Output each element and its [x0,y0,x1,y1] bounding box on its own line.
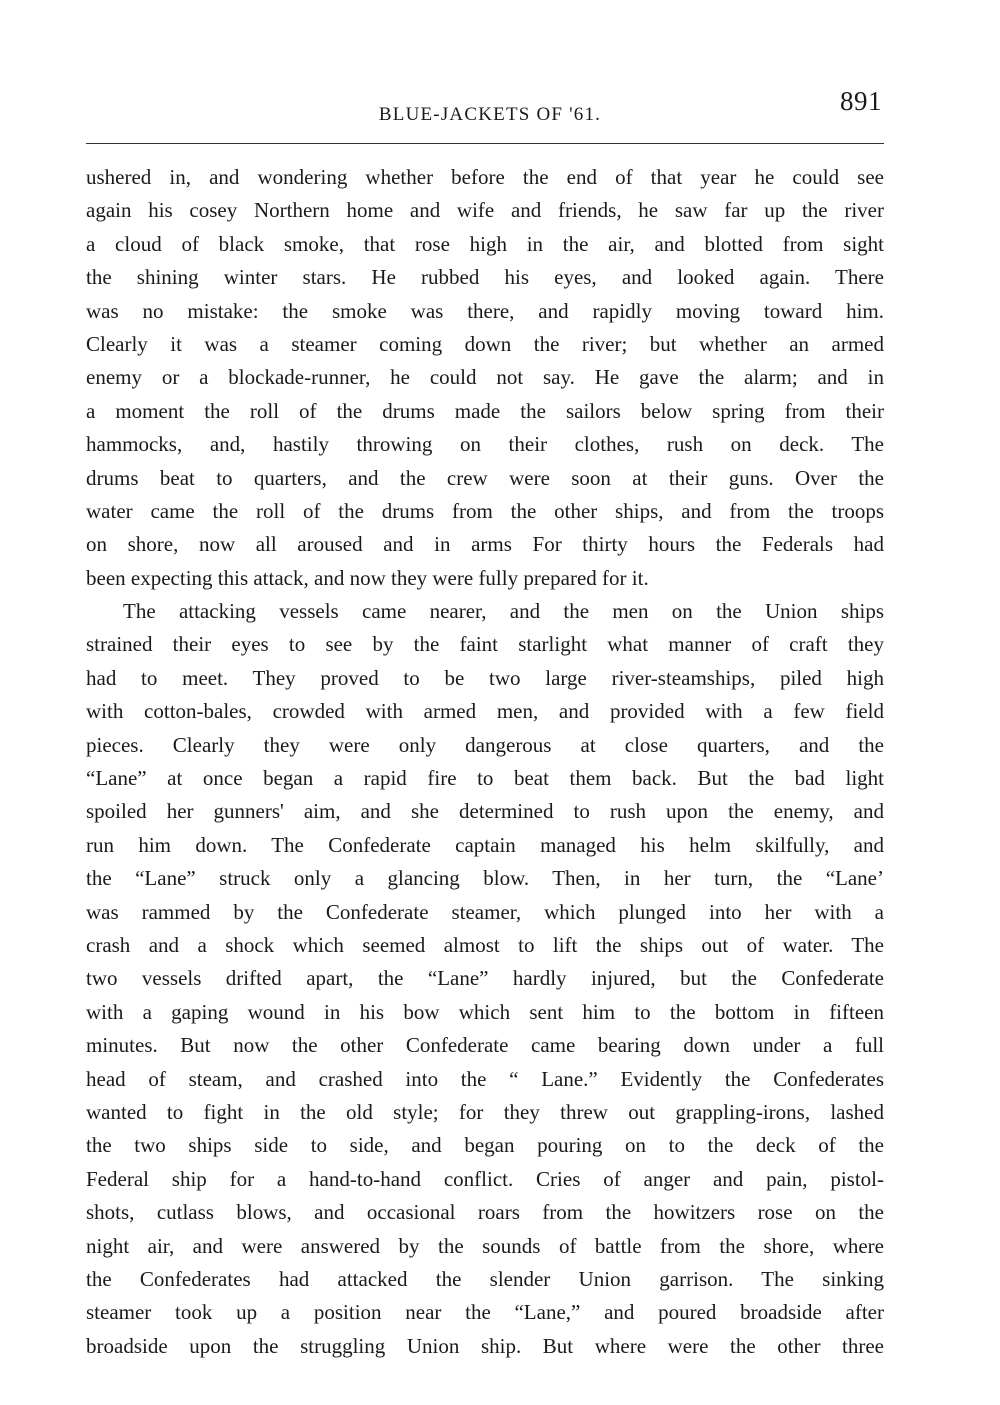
running-head [0,86,1000,140]
text-line: water came the roll of the drums from the other ships, and from the troops [86,498,884,523]
text-line: two vessels drifted apart, the “Lane” hardly injured, but the Confederate [86,966,884,991]
header-rule [86,143,884,144]
text-line: with cotton-bales, crowded with armed men, and provided with a few field [86,699,884,724]
text-line: head of steam, and crashed into the “ Lane.” Evidently the Confederates [86,1066,884,1091]
text-line: pieces. Clearly they were only dangerous at close quarters, and the [86,732,884,757]
text-line: the two ships side to side, and began pouring on to the deck of the [86,1133,884,1158]
text-line: Clearly it was a steamer coming down the river; but whether an armed [86,331,884,356]
text-line: a moment the roll of the drums made the sailors below spring from their [86,398,884,423]
running-title: BLUE-JACKETS OF '61. [378,104,602,125]
text-line-paragraph-end: been expecting this attack, and now they were fully prepared for it. [86,565,649,590]
text-line: broadside upon the struggling Union ship. But where were the other three [86,1333,884,1358]
text-line: minutes. But now the other Confederate came bearing down under a full [86,1033,884,1058]
text-line: steamer took up a position near the “Lane,” and poured broadside after [86,1300,884,1325]
text-line: a cloud of black smoke, that rose high in the air, and blotted from sight [86,231,884,256]
text-line: had to meet. They proved to be two large river-steamships, piled high [86,665,884,690]
text-line-paragraph-start: The attacking vessels came nearer, and the men on the Union ships [123,599,884,624]
text-line: spoiled her gunners' aim, and she determined to rush upon the enemy, and [86,799,884,824]
page-number: 891 [840,86,882,116]
text-line: run him down. The Confederate captain managed his helm skilfully, and [86,832,884,857]
text-line: drums beat to quarters, and the crew were soon at their guns. Over the [86,465,884,490]
text-line: with a gaping wound in his bow which sent him to the bottom in fifteen [86,999,884,1024]
text-line: on shore, now all aroused and in arms For thirty hours the Federals had [86,532,884,557]
text-line: was rammed by the Confederate steamer, which plunged into her with a [86,899,884,924]
body-text [86,161,884,1363]
text-line: ushered in, and wondering whether before the end of that year he could see [86,165,884,189]
text-line: again his cosey Northern home and wife and friends, he saw far up the river [86,198,884,223]
text-line: the Confederates had attacked the slender Union garrison. The sinking [86,1266,884,1291]
text-line: the “Lane” struck only a glancing blow. Then, in her turn, the “Lane’ [86,866,884,891]
text-line: enemy or a blockade-runner, he could not say. He gave the alarm; and in [86,365,884,390]
text-line: crash and a shock which seemed almost to lift the ships out of water. The [86,932,884,957]
text-line: “Lane” at once began a rapid fire to beat them back. But the bad light [86,766,884,791]
text-line: night air, and were answered by the sounds of battle from the shore, where [86,1233,884,1258]
text-line: Federal ship for a hand-to-hand conflict. Cries of anger and pain, pistol- [86,1166,884,1191]
text-line: wanted to fight in the old style; for they threw out grappling-irons, lashed [86,1099,884,1124]
text-line: hammocks, and, hastily throwing on their clothes, rush on deck. The [86,432,884,457]
text-line: shots, cutlass blows, and occasional roars from the howitzers rose on the [86,1200,884,1225]
text-line: was no mistake: the smoke was there, and rapidly moving toward him. [86,298,884,323]
text-line: strained their eyes to see by the faint starlight what manner of craft they [86,632,884,657]
text-line: the shining winter stars. He rubbed his eyes, and looked again. There [86,265,884,290]
